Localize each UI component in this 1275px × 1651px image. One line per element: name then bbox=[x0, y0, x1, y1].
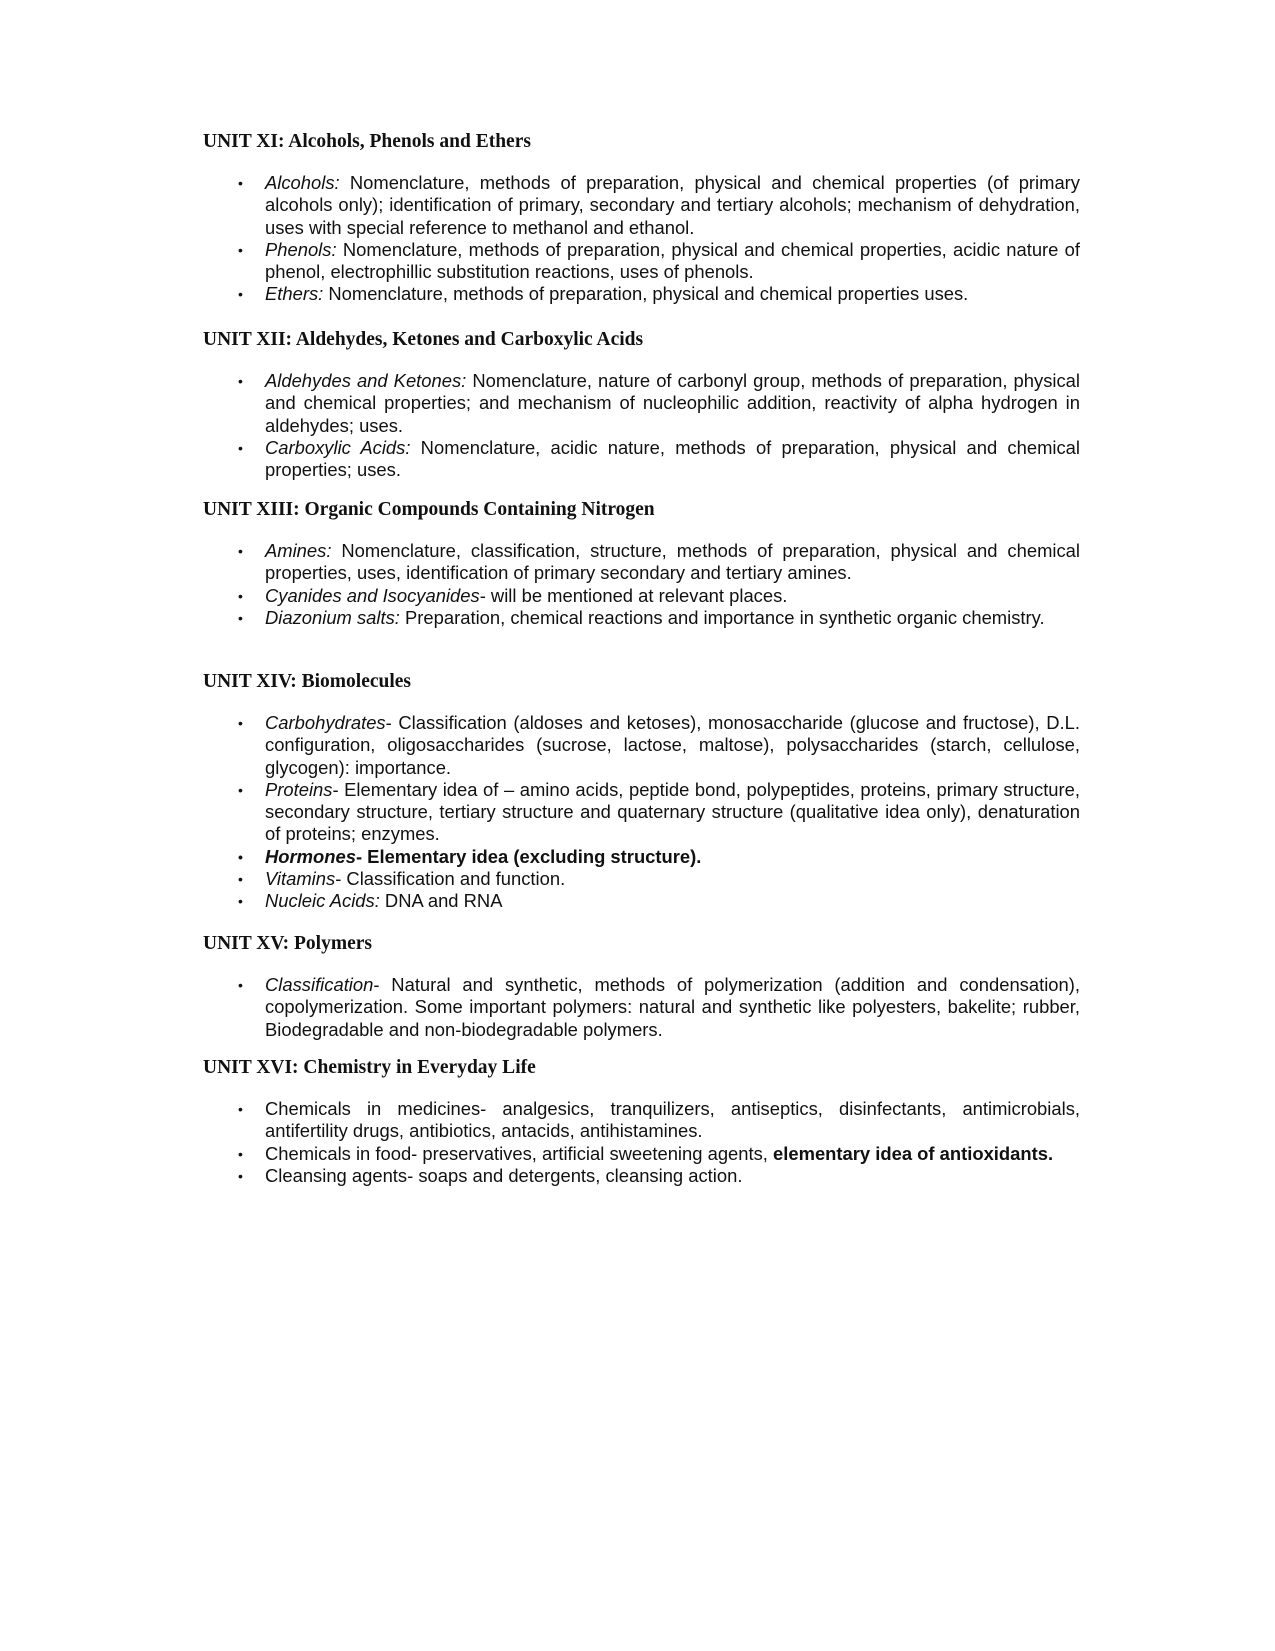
topic-bold-text: elementary idea of antioxidants. bbox=[773, 1142, 1054, 1164]
list-item bbox=[203, 239, 1080, 284]
topic-list bbox=[203, 540, 1083, 629]
list-item bbox=[203, 607, 1091, 629]
topic-list bbox=[203, 1098, 1083, 1187]
bullet-icon: • bbox=[238, 1167, 243, 1184]
unit-xiv-section bbox=[203, 670, 1083, 913]
list-item bbox=[203, 370, 1080, 437]
topic-text: - will be mentioned at relevant places. bbox=[479, 584, 788, 606]
topic-term: Proteins bbox=[265, 778, 333, 800]
topic-list bbox=[203, 370, 1083, 481]
topic-term: Nucleic Acids: bbox=[265, 890, 380, 912]
unit-xiii-section bbox=[203, 498, 1083, 629]
list-item bbox=[203, 1165, 1080, 1187]
bullet-icon: • bbox=[238, 848, 243, 865]
bullet-icon: • bbox=[238, 1145, 243, 1162]
topic-text: Chemicals in medicines- analgesics, tranquilizers, antiseptics, disinfectants, antimicrobials, antifertility drugs, antibiotics, antacids, antihistamines. bbox=[265, 1098, 1080, 1142]
unit-heading: UNIT XII: Aldehydes, Ketones and Carboxylic Acids bbox=[203, 329, 644, 350]
topic-text: - Classification and function. bbox=[335, 868, 566, 890]
list-item bbox=[203, 846, 1080, 868]
topic-text: Nomenclature, acidic nature, methods of preparation, physical and chemical properties; uses. bbox=[265, 436, 1080, 481]
topic-term: Phenols: bbox=[265, 238, 337, 260]
topic-text: Preparation, chemical reactions and importance in synthetic organic chemistry. bbox=[399, 606, 1045, 628]
list-item bbox=[203, 585, 1080, 607]
bullet-icon: • bbox=[238, 543, 243, 559]
topic-term: Carbohydrates bbox=[265, 712, 386, 733]
bullet-icon: • bbox=[238, 241, 243, 258]
topic-term: Cyanides and Isocyanides bbox=[265, 584, 480, 606]
unit-xvi-section bbox=[203, 1056, 1083, 1187]
list-item bbox=[203, 868, 1080, 890]
topic-term: Ethers: bbox=[265, 283, 324, 305]
topic-text: - Elementary idea of – amino acids, peptide bond, polypeptides, proteins, primary structure, secondary structure, tertiary structure and quaternary structure (qualitative idea only), denaturation of proteins; enzymes. bbox=[265, 778, 1080, 845]
bullet-icon: • bbox=[238, 373, 243, 389]
bullet-icon: • bbox=[238, 715, 243, 731]
bullet-icon: • bbox=[238, 175, 243, 191]
topic-term: Alcohols: bbox=[265, 172, 340, 193]
topic-term: Hormones bbox=[265, 845, 356, 867]
list-item bbox=[203, 974, 1080, 1041]
list-item bbox=[203, 890, 1080, 912]
bullet-icon: • bbox=[238, 609, 243, 626]
unit-xii-section bbox=[203, 328, 1083, 481]
list-item bbox=[203, 712, 1080, 779]
topic-text: Nomenclature, methods of preparation, physical and chemical properties (of primary alcohols only); identification of primary, secondary and tertiary alcohols; mechanism of dehydration, uses with special reference to methanol and ethanol. bbox=[265, 172, 1080, 238]
topic-list bbox=[203, 712, 1083, 913]
topic-text: - Natural and synthetic, methods of polymerization (addition and condensation), copolymerization. Some important polymers: natural and synthetic like polyesters, bakelite; rubber, Biodegradable and non-biodegradable polymers. bbox=[265, 974, 1080, 1040]
topic-term: Carboxylic Acids: bbox=[265, 436, 411, 458]
topic-term: Aldehydes and Ketones: bbox=[265, 370, 467, 391]
topic-term: Amines: bbox=[265, 540, 332, 561]
topic-text: Nomenclature, nature of carbonyl group, methods of preparation, physical and chemical properties; and mechanism of nucleophilic addition, reactivity of alpha hydrogen in aldehydes; uses. bbox=[265, 370, 1080, 436]
list-item bbox=[203, 172, 1080, 239]
bullet-icon: • bbox=[238, 781, 243, 798]
list-item bbox=[203, 1143, 1091, 1165]
list-item bbox=[203, 1098, 1080, 1143]
topic-text: Nomenclature, methods of preparation, physical and chemical properties uses. bbox=[323, 283, 969, 305]
topic-term: Diazonium salts: bbox=[265, 606, 400, 628]
list-item bbox=[203, 779, 1080, 846]
unit-heading: UNIT XI: Alcohols, Phenols and Ethers bbox=[203, 131, 531, 152]
topic-text: Chemicals in food- preservatives, artificial sweetening agents, bbox=[265, 1142, 774, 1164]
topic-text: - Elementary idea (excluding structure). bbox=[355, 845, 702, 867]
topic-text: Nomenclature, methods of preparation, physical and chemical properties, acidic nature of phenol, electrophillic substitution reactions, uses of phenols. bbox=[265, 238, 1080, 283]
bullet-icon: • bbox=[238, 893, 243, 910]
unit-heading: UNIT XVI: Chemistry in Everyday Life bbox=[203, 1057, 536, 1078]
topic-list bbox=[203, 172, 1083, 306]
topic-text: - Classification (aldoses and ketoses), monosaccharide (glucose and fructose), D.L. configuration, oligosaccharides (sucrose, lactose, maltose), polysaccharides (starch, cellulose, glycogen): importance. bbox=[265, 712, 1080, 778]
topic-list bbox=[203, 974, 1083, 1041]
unit-heading: UNIT XIII: Organic Compounds Containing Nitrogen bbox=[203, 499, 655, 520]
bullet-icon: • bbox=[238, 439, 243, 456]
topic-term: Vitamins bbox=[265, 868, 336, 890]
bullet-icon: • bbox=[238, 587, 243, 604]
list-item bbox=[203, 437, 1080, 482]
bullet-icon: • bbox=[238, 286, 243, 303]
unit-xi-section bbox=[203, 130, 1083, 306]
unit-heading: UNIT XIV: Biomolecules bbox=[203, 671, 412, 692]
topic-text: Nomenclature, classification, structure, methods of preparation, physical and chemical properties, uses, identification of primary secondary and tertiary amines. bbox=[265, 540, 1080, 584]
bullet-icon: • bbox=[238, 871, 243, 888]
list-item bbox=[203, 540, 1080, 585]
unit-heading: UNIT XV: Polymers bbox=[203, 933, 372, 954]
topic-term: Classification bbox=[265, 974, 374, 995]
list-item bbox=[203, 283, 1080, 305]
bullet-icon: • bbox=[238, 977, 243, 993]
bullet-icon: • bbox=[238, 1101, 243, 1117]
unit-xv-section bbox=[203, 932, 1083, 1041]
topic-text: DNA and RNA bbox=[379, 890, 503, 912]
topic-text: Cleansing agents- soaps and detergents, cleansing action. bbox=[265, 1164, 743, 1186]
